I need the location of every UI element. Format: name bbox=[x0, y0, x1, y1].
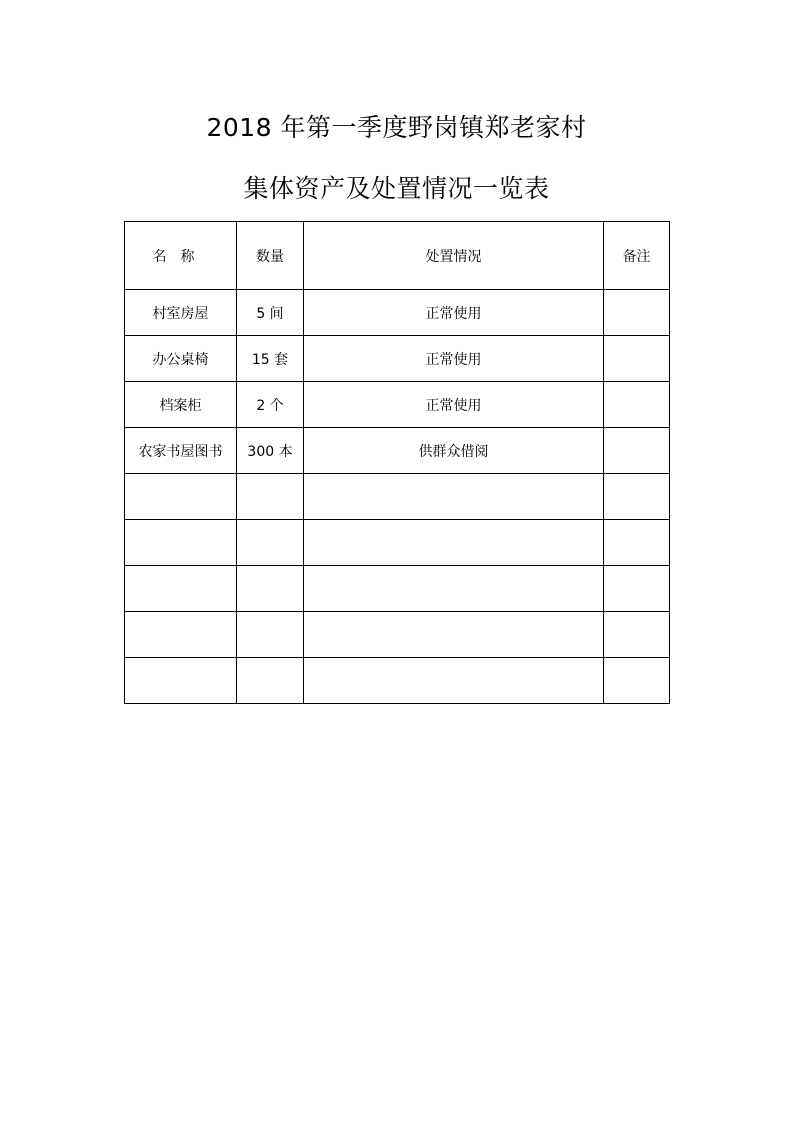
table-row bbox=[125, 520, 670, 566]
cell-name bbox=[125, 474, 237, 520]
table-row bbox=[125, 566, 670, 612]
cell-name bbox=[125, 520, 237, 566]
cell-status: 正常使用 bbox=[304, 336, 604, 382]
cell-quantity bbox=[237, 658, 304, 704]
cell-note bbox=[604, 336, 670, 382]
cell-quantity bbox=[237, 474, 304, 520]
table-row bbox=[125, 612, 670, 658]
document-title-line-2: 集体资产及处置情况一览表 bbox=[243, 174, 550, 203]
cell-quantity: 5 间 bbox=[237, 290, 304, 336]
cell-quantity bbox=[237, 520, 304, 566]
cell-status bbox=[304, 520, 604, 566]
header-name: 名称 bbox=[125, 222, 237, 290]
cell-name bbox=[125, 612, 237, 658]
cell-quantity bbox=[237, 566, 304, 612]
cell-status: 正常使用 bbox=[304, 290, 604, 336]
document-title-line-1: 2018 年第一季度野岗镇郑老家村 bbox=[206, 113, 587, 142]
cell-note bbox=[604, 658, 670, 704]
asset-table bbox=[124, 221, 670, 704]
cell-name: 村室房屋 bbox=[125, 290, 237, 336]
cell-status bbox=[304, 658, 604, 704]
cell-name: 档案柜 bbox=[125, 382, 237, 428]
cell-status: 正常使用 bbox=[304, 382, 604, 428]
cell-note bbox=[604, 566, 670, 612]
cell-note bbox=[604, 520, 670, 566]
table-row bbox=[125, 428, 670, 474]
cell-name bbox=[125, 566, 237, 612]
cell-quantity: 15 套 bbox=[237, 336, 304, 382]
table-row bbox=[125, 290, 670, 336]
cell-note bbox=[604, 612, 670, 658]
header-status: 处置情况 bbox=[304, 222, 604, 290]
table-row bbox=[125, 336, 670, 382]
cell-note bbox=[604, 474, 670, 520]
cell-note bbox=[604, 428, 670, 474]
cell-status bbox=[304, 566, 604, 612]
cell-note bbox=[604, 290, 670, 336]
cell-quantity bbox=[237, 612, 304, 658]
cell-status bbox=[304, 612, 604, 658]
cell-note bbox=[604, 382, 670, 428]
cell-name bbox=[125, 658, 237, 704]
table-row bbox=[125, 658, 670, 704]
header-note: 备注 bbox=[604, 222, 670, 290]
table-row bbox=[125, 474, 670, 520]
cell-quantity: 2 个 bbox=[237, 382, 304, 428]
cell-quantity: 300 本 bbox=[237, 428, 304, 474]
cell-name: 办公桌椅 bbox=[125, 336, 237, 382]
header-quantity: 数量 bbox=[237, 222, 304, 290]
cell-name: 农家书屋图书 bbox=[125, 428, 237, 474]
table-row bbox=[125, 382, 670, 428]
table-header-row bbox=[125, 222, 670, 290]
cell-status bbox=[304, 474, 604, 520]
cell-status: 供群众借阅 bbox=[304, 428, 604, 474]
